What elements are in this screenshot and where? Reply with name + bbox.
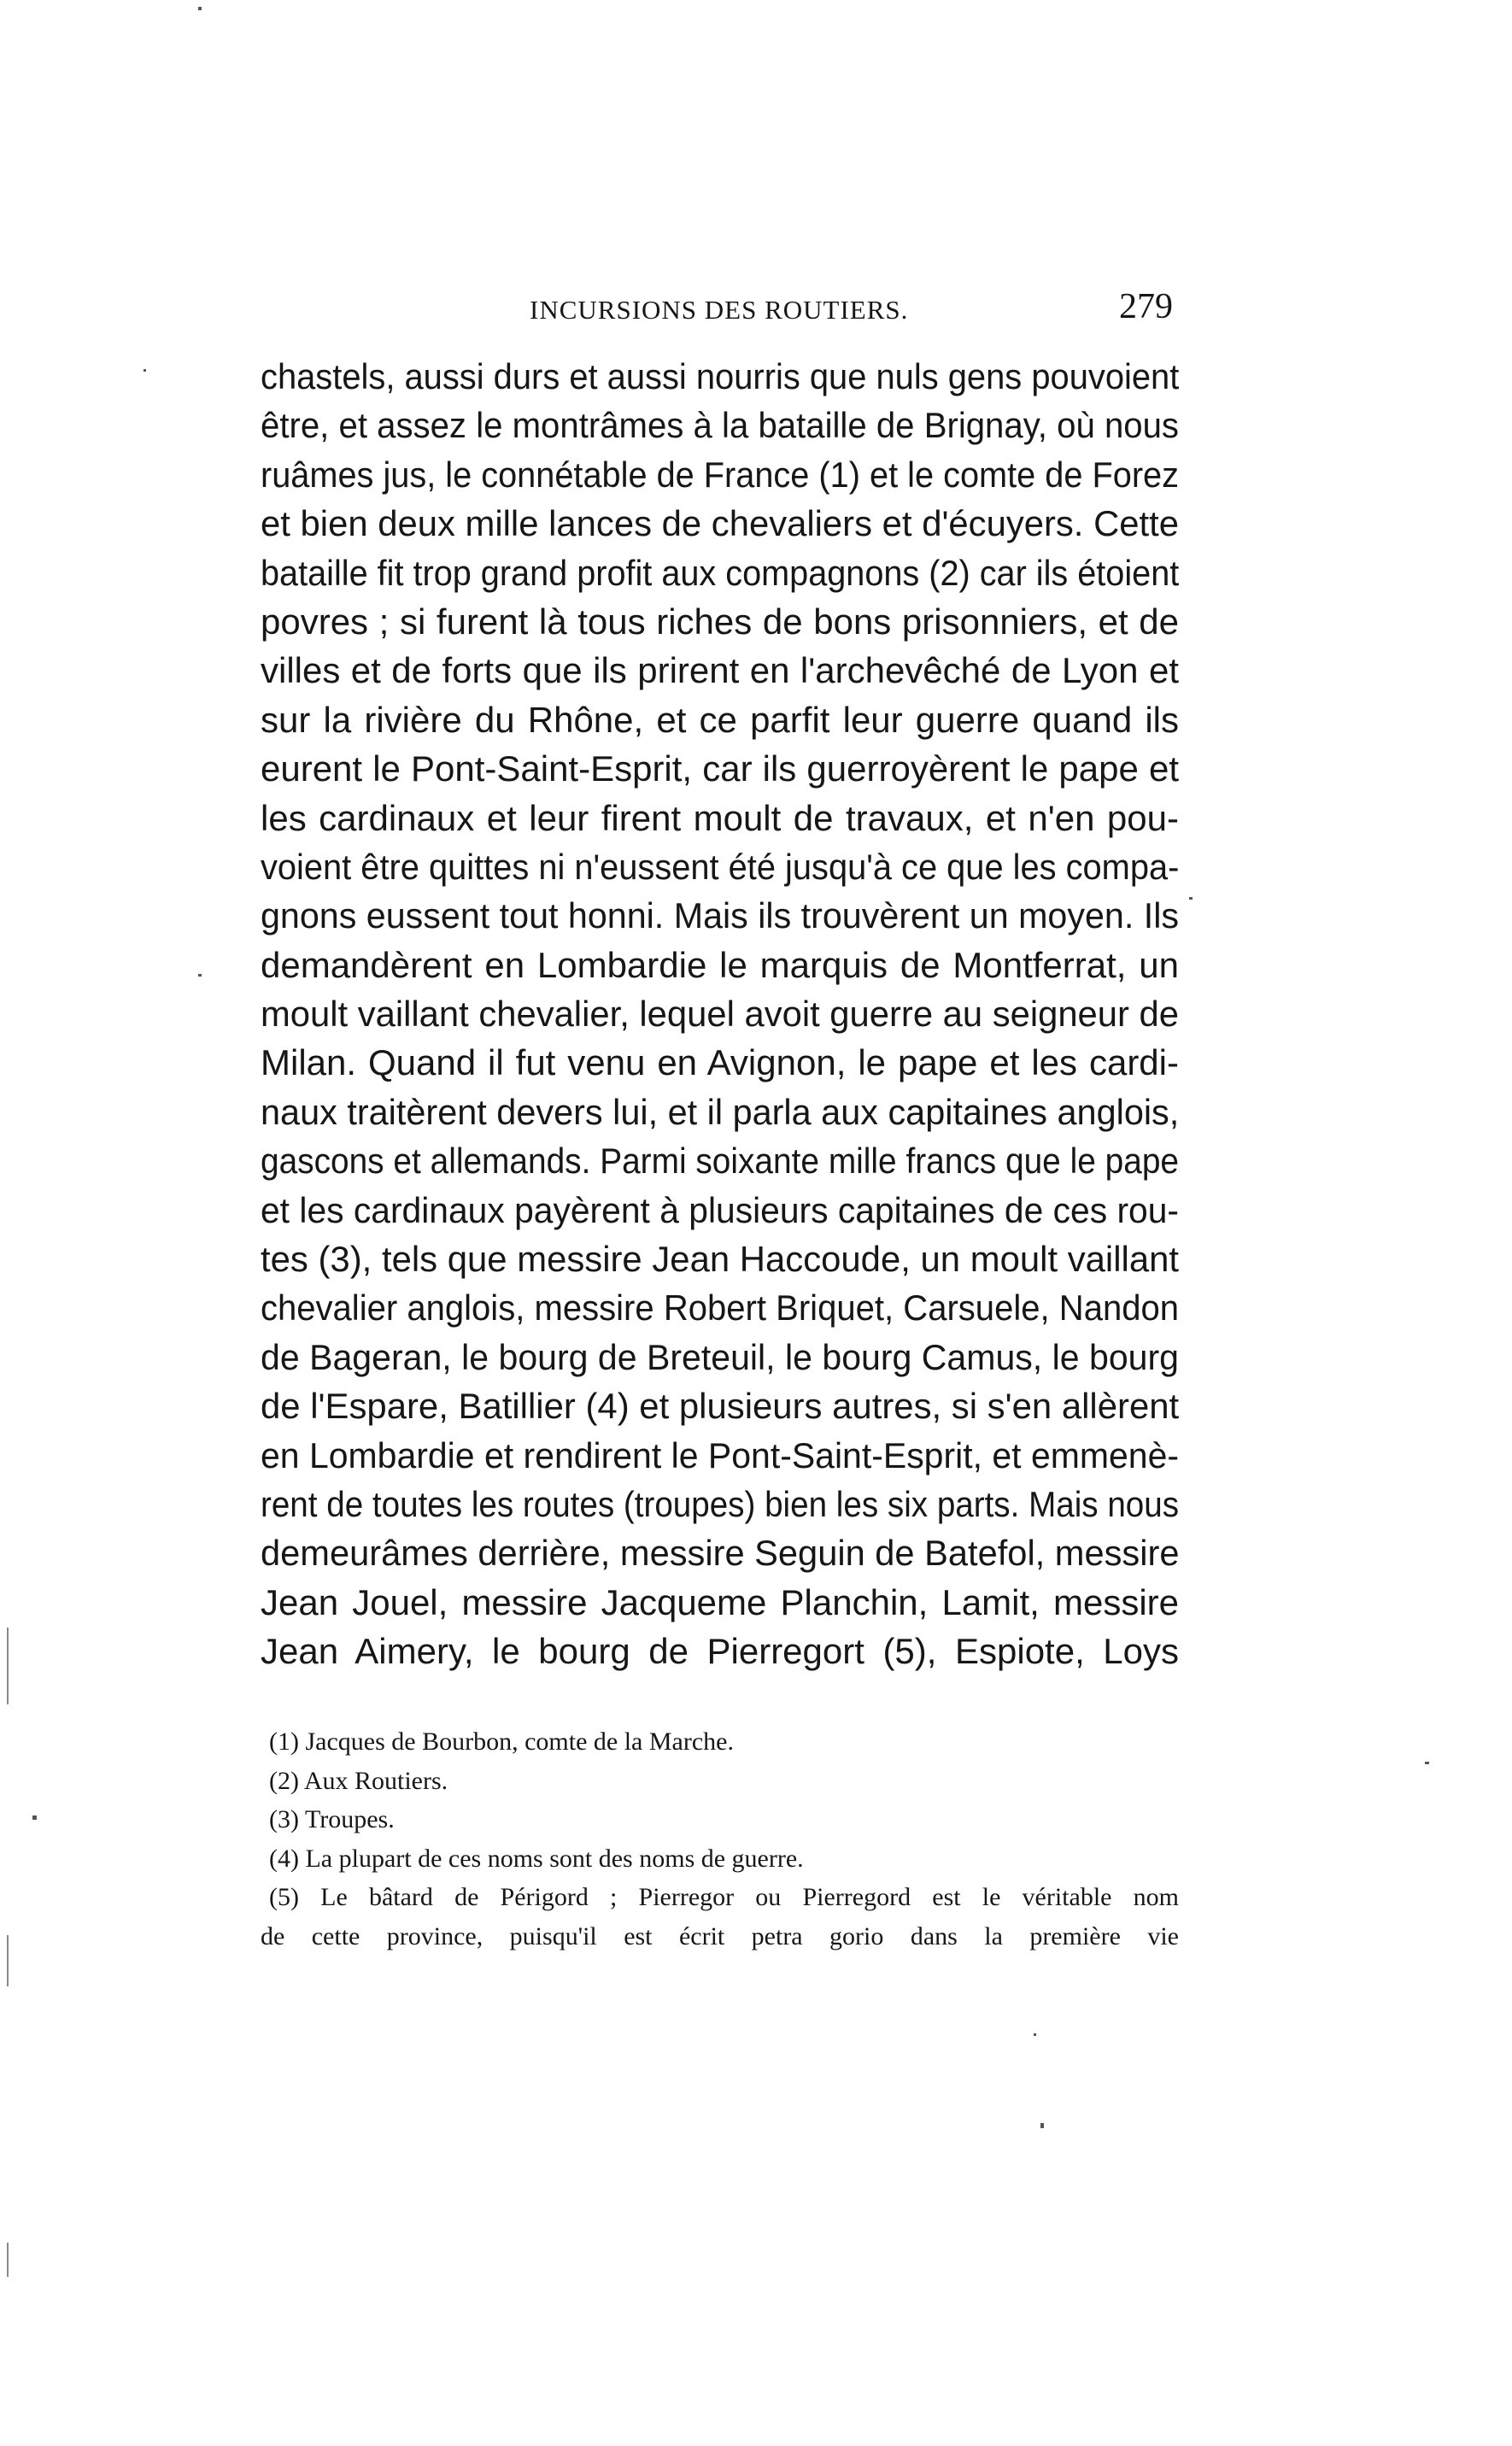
scan-speck <box>32 1815 37 1820</box>
footnote: (3) Troupes. <box>269 1805 395 1833</box>
text-line: sur la rivière du Rhône, et ce parfit leur guerre quand ils <box>261 699 1179 740</box>
running-title: INCURSIONS DES ROUTIERS. <box>530 295 909 325</box>
text-line: moult vaillant chevalier, lequel avoit guerre au seigneur de <box>261 994 1179 1035</box>
text-line: de l'Espare, Batillier (4) et plusieurs autres, si s'en allèrent <box>261 1386 1180 1427</box>
text-line: les cardinaux et leur firent moult de travaux, et n'en pou- <box>261 797 1179 838</box>
text-line: naux traitèrent devers lui, et il parla aux capitaines anglois, <box>261 1091 1180 1132</box>
text-line: ruâmes jus, le connétable de France (1) et le comte de Forez <box>261 454 1179 495</box>
margin-rule <box>7 1628 9 1704</box>
footnote: (5) Le bâtard de Périgord ; Pierregor ou Pierregord est le véritable nom <box>269 1883 1179 1911</box>
scan-speck <box>198 7 202 10</box>
footnote-continuation: de cette province, puisqu'il est écrit petra gorio dans la première vie <box>261 1921 1179 1950</box>
text-line: voient être quittes ni n'eussent été jusqu'à ce que les compa- <box>261 846 1180 887</box>
text-line: bataille fit trop grand profit aux compagnons (2) car ils étoient <box>261 552 1180 593</box>
text-line: chastels, aussi durs et aussi nourris que nuls gens pouvoient <box>261 356 1180 396</box>
text-line: Jean Jouel, messire Jacqueme Planchin, Lamit, messire <box>261 1581 1179 1622</box>
text-line: de Bageran, le bourg de Breteuil, le bourg Camus, le bourg <box>261 1336 1179 1377</box>
text-line: povres ; si furent là tous riches de bons prisonniers, et de <box>261 601 1179 642</box>
scan-speck <box>1040 2123 1044 2128</box>
page-number: 279 <box>1119 287 1173 326</box>
scan-speck <box>144 369 146 372</box>
text-line: en Lombardie et rendirent le Pont-Saint-Esprit, et emmenè- <box>261 1434 1179 1475</box>
text-line: rent de toutes les routes (troupes) bien les six parts. Mais nous <box>261 1483 1179 1524</box>
text-line: être, et assez le montrâmes à la bataille de Brignay, où nous <box>261 405 1179 446</box>
text-line: eurent le Pont-Saint-Esprit, car ils guerroyèrent le pape et <box>261 748 1179 789</box>
text-line: gascons et allemands. Parmi soixante mille francs que le pape <box>261 1141 1179 1182</box>
margin-rule <box>7 2243 9 2277</box>
footnote: (4) La plupart de ces noms sont des noms de guerre. <box>269 1844 804 1873</box>
text-line: tes (3), tels que messire Jean Haccoude, un moult vaillant <box>261 1239 1179 1280</box>
footnote: (1) Jacques de Bourbon, comte de la Marche. <box>269 1727 734 1756</box>
text-line: et les cardinaux payèrent à plusieurs capitaines de ces rou- <box>261 1189 1179 1230</box>
margin-rule <box>7 1935 9 1986</box>
text-line: chevalier anglois, messire Robert Briquet, Carsuele, Nandon <box>261 1288 1179 1329</box>
main-text-block <box>261 352 1179 1676</box>
scan-speck <box>1425 1762 1429 1764</box>
text-line: Jean Aimery, le bourg de Pierregort (5), Espiote, Loys <box>261 1631 1179 1672</box>
scan-speck <box>198 974 202 977</box>
footnotes <box>261 1722 1179 1956</box>
text-line: demandèrent en Lombardie le marquis de Montferrat, un <box>261 944 1179 985</box>
text-line: gnons eussent tout honni. Mais ils trouvèrent un moyen. Ils <box>261 895 1179 936</box>
scan-speck <box>1034 2033 1036 2036</box>
scan-speck <box>1189 897 1193 900</box>
text-line: et bien deux mille lances de chevaliers et d'écuyers. Cette <box>261 503 1179 544</box>
text-line: villes et de forts que ils prirent en l'archevêché de Lyon et <box>261 650 1179 691</box>
footnote: (2) Aux Routiers. <box>269 1766 448 1795</box>
text-line: demeurâmes derrière, messire Seguin de Batefol, messire <box>261 1533 1180 1574</box>
text-line: Milan. Quand il fut venu en Avignon, le pape et les cardi- <box>261 1042 1179 1083</box>
